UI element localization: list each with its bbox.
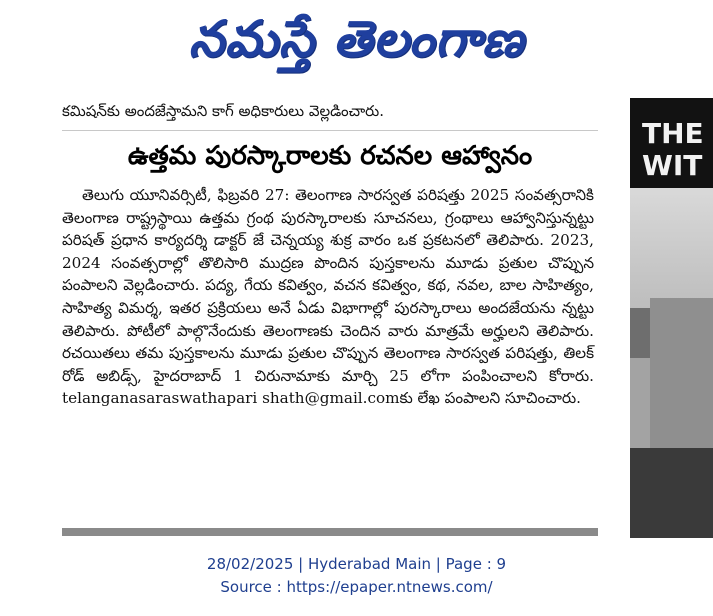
ad-headline: THE WIT — [642, 117, 704, 182]
masthead — [0, 0, 713, 90]
clipping-bottom-band — [62, 528, 598, 536]
footer-date-edition: 28/02/2025 | Hyderabad Main | Page : 9 — [206, 555, 507, 573]
side-advertisement — [630, 98, 713, 538]
ad-building-image — [650, 298, 713, 448]
article-body: తెలుగు యూనివర్సిటీ, ఫిబ్రవరి 27: తెలంగాణ సారస్వత పరిషత్తు 2025 సంవత్సరానికి తెలంగాణ రాష్ట్రస్థాయి ఉత్తమ గ్రంథ పురస్కారాలకు సూచనలు, గ్రంథాలు ఆహ్వానిస్తున్నట్టు పరిషత్ ప్రధాన కార్యదర్శి డాక్టర్ జే చెన్నయ్య శుక్ర వారం ఒక ప్రకటనలో తెలిపారు. 2023, 2024 సంవత్సరాల్లో తొలిసారి ముద్రణ పొందిన పుస్తకాలను మూడు ప్రతుల చొప్పున పంపాలని వెల్లడించారు. పద్య, గేయ కవిత్వం, వచన కవిత్వం, కథ, నవల, బాల సాహిత్యం, సాహిత్య విమర్శ, ఇతర ప్రక్రియలు అనే ఏడు విభాగాల్లో పురస్కారాలు అందజేయను న్నట్టు తెలిపారు. పోటీలో పాల్గొనేందుకు తెలంగాణకు చెందిన వారు మాత్రమే అర్హులని తెలిపారు. రచయితలు తమ పుస్తకాలను మూడు ప్రతుల చొప్పున తెలంగాణ సారస్వత పరిషత్తు, తిలక్ రోడ్ అబిడ్స్, హైదరాబాద్ 1 చిరునామాకు మార్చి 25 లోగా పంపించాలని కోరారు. telanganasaraswathapari shath@gmail.comకు లేఖ పంపాలని సూచించారు. — [62, 186, 594, 408]
article-headline: ఉత్తమ పురస్కారాలకు రచనల ఆహ్వానం — [127, 141, 533, 171]
masthead-title: నమస్తే తెలంగాణ — [188, 9, 525, 68]
previous-article-line: కమిషన్‌కు అందజేస్తామని కాగ్ అధికారులు వెల్లడించారు. — [62, 102, 385, 120]
footer-source: Source : https://epaper.ntnews.com/ — [220, 578, 493, 596]
article-clipping — [62, 96, 598, 536]
divider — [62, 130, 598, 131]
ad-banner — [630, 98, 713, 188]
ad-sky-image — [630, 188, 713, 308]
ad-road-image — [630, 448, 713, 538]
